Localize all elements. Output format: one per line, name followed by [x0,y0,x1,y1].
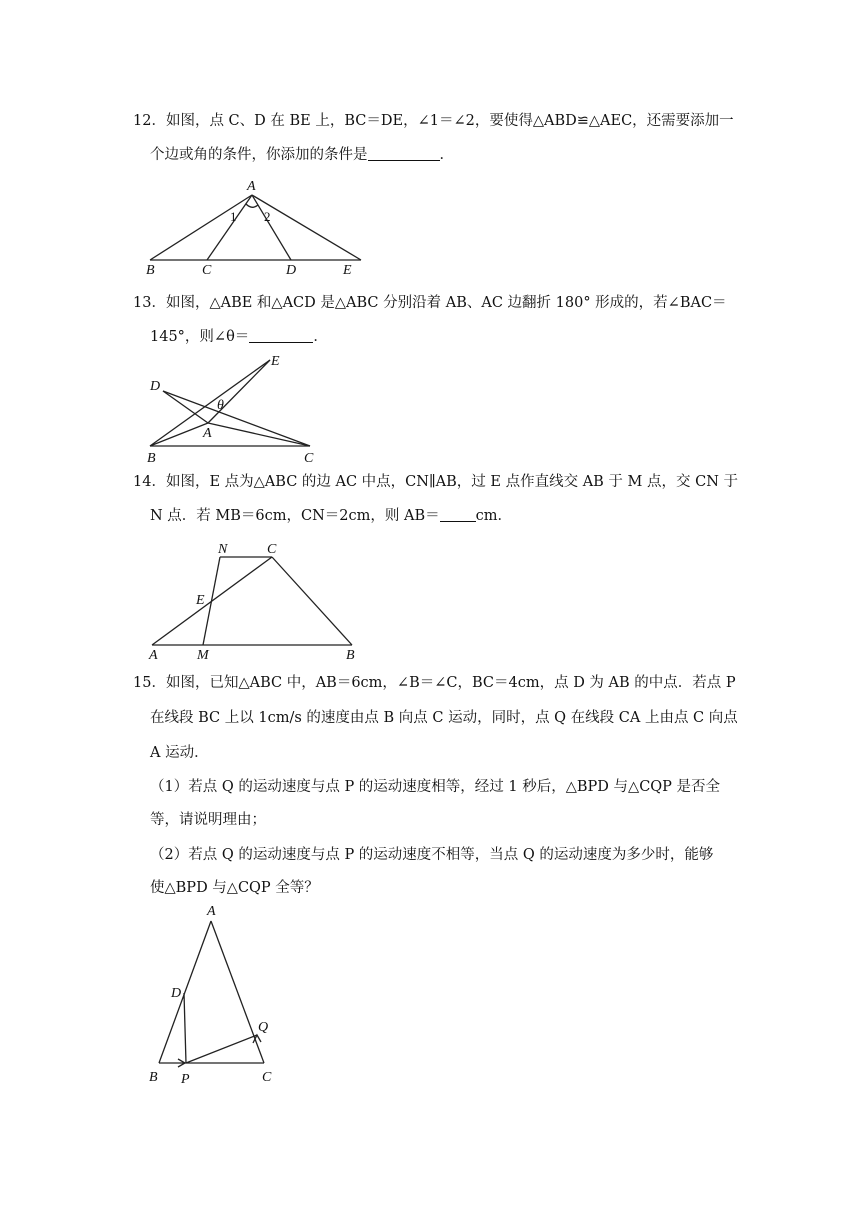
q15-label-A: A [207,904,216,919]
q13-label-A: A [203,426,212,441]
q14-text-line2: N 点．若 MB＝6cm，CN＝2cm，则 AB＝ [150,508,440,524]
q12-label-A: A [247,179,256,194]
q12-number: 12． [133,113,166,129]
q12-label-D: D [286,263,297,278]
q15-line2: 在线段 BC 上以 1cm/s 的速度由点 B 向点 C 运动，同时，点 Q 在线段 CA 上由点 C 向点 [150,710,738,726]
q15-part2-line2: 使△BPD 与△CQP 全等？ [150,880,319,896]
q15-text-line1: 如图，已知△ABC 中，AB＝6cm，∠B＝∠C，BC＝4cm，点 D 为 AB 的中点．若点 P [165,675,736,691]
q15-number: 15． [133,675,166,691]
q14-label-C: C [267,542,277,557]
q14-text-line1: 如图，E 点为△ABC 的边 AC 中点，CN∥AB，过 E 点作直线交 AB 于 M 点，交 CN 于 [165,474,739,490]
q15-line1 [133,673,736,693]
q13-label-D: D [150,379,161,394]
q15-label-Q: Q [258,1020,269,1035]
q14-number: 14． [133,474,166,490]
q15-line3: A 运动． [150,745,209,761]
q14-label-E: E [196,593,205,608]
q14-text-line2-end: cm． [475,508,512,524]
q12-line2 [150,145,454,165]
q14-label-A: A [149,648,158,663]
q13-line1 [133,293,727,313]
q12-answer-blank[interactable] [368,146,440,161]
q15-label-B: B [149,1070,158,1085]
q14-line2 [150,506,512,526]
q13-text-line2-end: ． [313,329,328,345]
q13-label-theta: θ [217,398,224,413]
q12-label-angle1: 1 [230,209,237,224]
q15-label-C: C [262,1070,272,1085]
q14-line1 [133,472,738,492]
q13-answer-blank[interactable] [249,328,313,343]
q14-label-M: M [197,648,209,663]
q13-number: 13． [133,295,166,311]
q13-label-C: C [304,451,314,466]
q15-label-D: D [171,986,182,1001]
q12-label-C: C [202,263,212,278]
q12-label-angle2: 2 [264,209,271,224]
q13-label-E: E [271,354,280,369]
q13-label-B: B [147,451,156,466]
q12-label-E: E [343,263,352,278]
q13-text-line2: 145°，则∠θ＝ [150,329,250,345]
q15-part1-line2: 等，请说明理由； [150,812,266,828]
q12-text-line2-end: ． [439,147,454,163]
q12-text-line1: 如图，点 C、D 在 BE 上，BC＝DE，∠1＝∠2，要使得△ABD≌△AEC，还需要添加一 [165,113,734,129]
q12-line1 [133,111,734,131]
q14-label-B: B [346,648,355,663]
q14-answer-blank[interactable] [440,507,476,522]
q13-line2 [150,327,328,347]
q12-label-B: B [146,263,155,278]
q15-part2-line1: （2）若点 Q 的运动速度与点 P 的运动速度不相等，当点 Q 的运动速度为多少时，能够 [150,847,714,863]
q14-label-N: N [218,542,228,557]
q12-text-line2: 个边或角的条件，你添加的条件是 [150,147,368,163]
q13-text-line1: 如图，△ABE 和△ACD 是△ABC 分别沿着 AB、AC 边翻折 180° 形成的，若∠BAC＝ [165,295,727,311]
q15-part1-line1: （1）若点 Q 的运动速度与点 P 的运动速度相等，经过 1 秒后，△BPD 与△CQP 是否全 [150,779,721,795]
q15-label-P: P [181,1072,190,1087]
